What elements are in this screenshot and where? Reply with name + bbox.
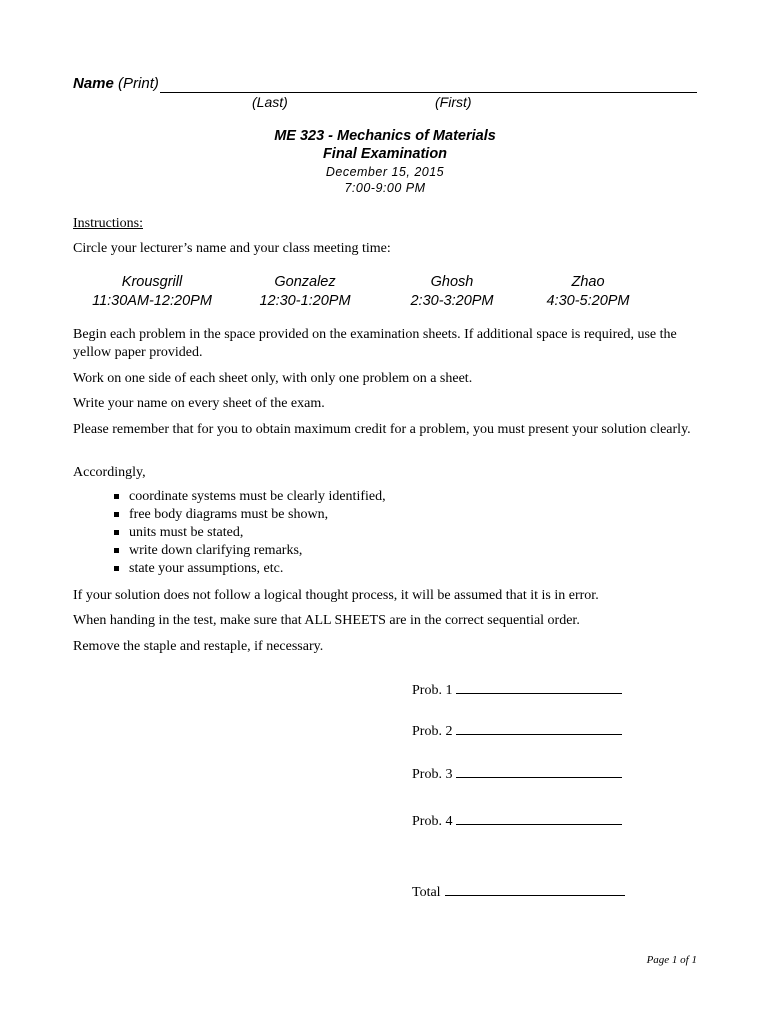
total-field[interactable] bbox=[445, 883, 625, 896]
requirements-list bbox=[112, 488, 386, 578]
list-item: units must be stated, bbox=[112, 524, 386, 542]
prob-label: Prob. 1 bbox=[412, 683, 453, 698]
exam-time: 7:00-9:00 PM bbox=[344, 181, 426, 195]
lecturer-gonzalez[interactable] bbox=[220, 273, 390, 311]
prob-4-score bbox=[412, 812, 622, 830]
list-item: coordinate systems must be clearly identified, bbox=[112, 488, 386, 506]
prob-label: Prob. 3 bbox=[412, 767, 453, 782]
lecturer-time: 11:30AM-12:20PM bbox=[92, 293, 212, 309]
score-field[interactable] bbox=[456, 765, 622, 778]
lecturer-name: Krousgrill bbox=[121, 274, 183, 290]
lecturer-time: 4:30-5:20PM bbox=[546, 293, 630, 309]
instruction-paragraph: Work on one side of each sheet only, with only one problem on a sheet. bbox=[73, 371, 473, 386]
prob-label: Prob. 4 bbox=[412, 814, 453, 829]
lecturer-time: 12:30-1:20PM bbox=[259, 293, 351, 309]
last-name-caption: (Last) bbox=[252, 94, 288, 110]
instruction-paragraph: When handing in the test, make sure that ALL SHEETS are in the correct sequential order. bbox=[73, 613, 580, 628]
instruction-paragraph: Begin each problem in the space provided on the examination sheets. If additional space is required, use the yellow paper provided. bbox=[73, 327, 677, 360]
list-item: state your assumptions, etc. bbox=[112, 560, 386, 578]
total-label: Total bbox=[412, 885, 441, 900]
list-item: write down clarifying remarks, bbox=[112, 542, 386, 560]
prob-2-score bbox=[412, 722, 622, 740]
lecturer-krousgrill[interactable] bbox=[67, 273, 237, 311]
score-field[interactable] bbox=[456, 812, 622, 825]
lecturer-time: 2:30-3:20PM bbox=[410, 293, 494, 309]
instruction-paragraph: Please remember that for you to obtain maximum credit for a problem, you must present your solution clearly. bbox=[73, 422, 691, 437]
name-print-label bbox=[73, 75, 159, 92]
prob-label: Prob. 2 bbox=[412, 724, 453, 739]
page-number: Page 1 of 1 bbox=[646, 954, 697, 966]
instructions-heading: Instructions: bbox=[73, 216, 143, 231]
prob-3-score bbox=[412, 765, 622, 783]
prob-1-score bbox=[412, 681, 622, 699]
exam-date: December 15, 2015 bbox=[325, 165, 445, 179]
name-label: Name bbox=[73, 75, 114, 92]
course-title: ME 323 - Mechanics of Materials bbox=[274, 128, 496, 144]
lecturer-name: Gonzalez bbox=[274, 274, 336, 290]
score-field[interactable] bbox=[456, 722, 622, 735]
instruction-paragraph: Write your name on every sheet of the exam. bbox=[73, 396, 325, 411]
name-field-line[interactable] bbox=[160, 92, 697, 93]
first-name-caption: (First) bbox=[435, 94, 472, 110]
exam-title: Final Examination bbox=[322, 146, 448, 162]
lecturer-name: Ghosh bbox=[430, 274, 474, 290]
circle-instruction: Circle your lecturer’s name and your class meeting time: bbox=[73, 241, 391, 256]
lecturer-name: Zhao bbox=[571, 274, 605, 290]
instruction-paragraph: If your solution does not follow a logical thought process, it will be assumed that it is in error. bbox=[73, 588, 599, 603]
total-score bbox=[412, 883, 625, 901]
instruction-paragraph: Accordingly, bbox=[73, 465, 146, 480]
print-label: (Print) bbox=[118, 75, 159, 92]
lecturer-zhao[interactable] bbox=[503, 273, 673, 311]
score-field[interactable] bbox=[456, 681, 622, 694]
list-item: free body diagrams must be shown, bbox=[112, 506, 386, 524]
instruction-paragraph: Remove the staple and restaple, if necessary. bbox=[73, 639, 324, 654]
